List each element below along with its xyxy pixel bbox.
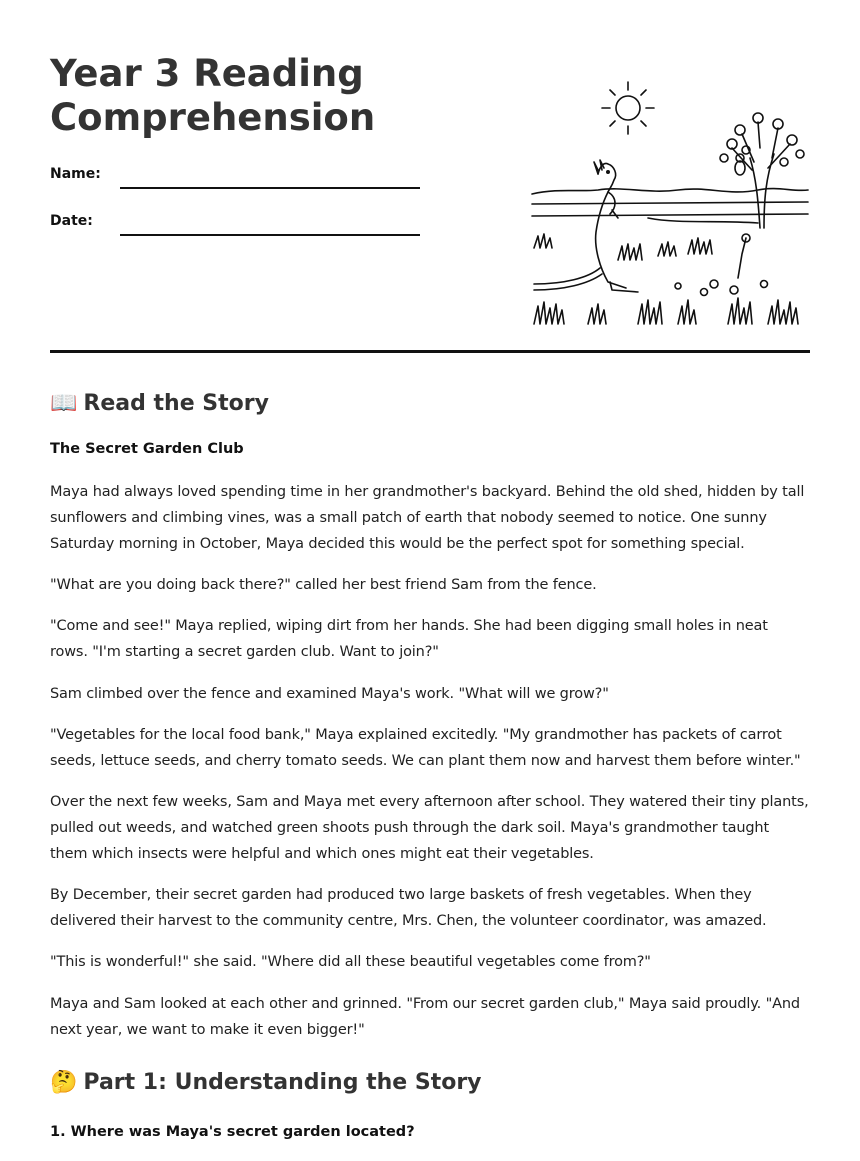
story-paragraph: "What are you doing back there?" called her best friend Sam from the fence. xyxy=(50,576,597,593)
title-line-1: Year 3 Reading xyxy=(50,52,364,95)
story-title: The Secret Garden Club xyxy=(50,441,244,457)
kangaroo-icon xyxy=(534,160,638,292)
story-paragraph: Maya had always loved spending time in her grandmother's backyard. Behind the old shed, hidden by tall sunflowers and climbing vines, was a small patch of earth that nobody seemed to notice. One sunny Saturday morning in October, Maya decided this would be the perfect spot for something special. xyxy=(50,484,805,552)
story-paragraph: Sam climbed over the fence and examined Maya's work. "What will we grow?" xyxy=(50,685,609,702)
story-paragraph: By December, their secret garden had produced two large baskets of fresh vegetables. When they delivered their harvest to the community centre, Mrs. Chen, the volunteer coordinator, was amazed. xyxy=(50,887,767,929)
name-write-line xyxy=(120,187,420,189)
date-label: Date: xyxy=(50,213,93,229)
story-paragraph: "Vegetables for the local food bank," Maya explained excitedly. "My grandmother has packets of carrot seeds, lettuce seeds, and cherry tomato seeds. We can plant them now and harvest them before winter." xyxy=(50,726,801,769)
sun-icon xyxy=(602,82,654,134)
story-heading-text: Read the Story xyxy=(83,391,269,416)
question-1: 1. Where was Maya's secret garden located? xyxy=(50,1124,415,1140)
part1-heading-text: Part 1: Understanding the Story xyxy=(83,1070,482,1095)
date-write-line xyxy=(120,234,420,236)
story-body xyxy=(50,480,810,1059)
thinking-face-icon: 🤔 xyxy=(50,1070,78,1095)
story-paragraph: "This is wonderful!" she said. "Where did all these beautiful vegetables come from?" xyxy=(50,954,651,971)
worksheet-title xyxy=(50,52,470,140)
kangaroo-outback-illustration xyxy=(528,78,812,330)
story-section-heading xyxy=(50,389,269,419)
header-divider xyxy=(50,350,810,353)
name-label: Name: xyxy=(50,166,101,182)
part1-section-heading xyxy=(50,1068,482,1098)
title-line-2: Comprehension xyxy=(50,96,376,139)
story-paragraph: "Come and see!" Maya replied, wiping dirt from her hands. She had been digging small holes in neat rows. "I'm starting a secret garden club. Want to join?" xyxy=(50,618,768,661)
story-paragraph: Maya and Sam looked at each other and grinned. "From our secret garden club," Maya said proudly. "And next year, we want to make it even bigger!" xyxy=(50,995,800,1038)
story-paragraph: Over the next few weeks, Sam and Maya met every afternoon after school. They watered their tiny plants, pulled out weeds, and watched green shoots push through the dark soil. Maya's grandmother taught them which insects were helpful and which ones might eat their vegetables. xyxy=(50,794,809,862)
tree-icon xyxy=(720,113,804,228)
open-book-icon: 📖 xyxy=(50,391,78,416)
